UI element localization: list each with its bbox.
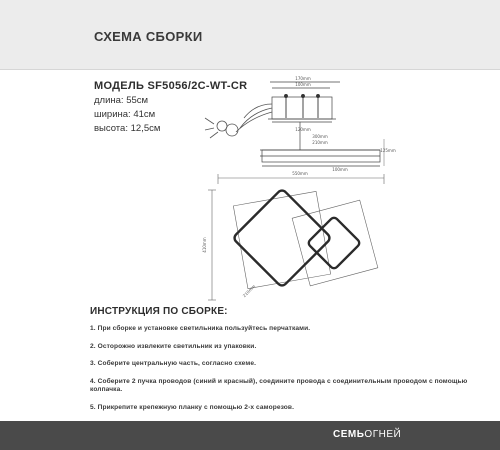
spec-height: высота: 12,5см (94, 123, 161, 134)
instruction-step: 1. При сборке и установке светильника пользуйтесь перчатками. (90, 325, 311, 332)
page-title: СХЕМА СБОРКИ (94, 29, 203, 44)
side-view (260, 82, 380, 166)
brand-logo-bold: СЕМЬ (333, 429, 365, 440)
spec-length: длина: 55см (94, 95, 149, 106)
instruction-step: 2. Осторожно извлеките светильник из упаковки. (90, 342, 257, 350)
instruction-step: 5. Прикрепите крепежную планку с помощью 2-х саморезов. (90, 403, 295, 411)
dim-label: 125mm (380, 148, 396, 153)
spec-width: ширина: 41см (94, 109, 156, 120)
small-frame (307, 216, 361, 270)
instruction-step: 4. Соберите 2 пучка проводов (синий и красный), соедините провода с соединительным проводом с помощью колпачка. (90, 377, 468, 393)
brand-logo-light: ОГНЕЙ (364, 429, 402, 440)
screw-icons (285, 95, 320, 119)
top-view (208, 174, 384, 300)
brand-logo (333, 429, 401, 440)
instructions-block (90, 306, 470, 439)
dim-label: 100mm (332, 167, 348, 172)
wire-bundle-icon (205, 104, 272, 138)
instructions-heading: ИНСТРУКЦИЯ ПО СБОРКЕ: (90, 306, 228, 317)
dim-label: 120mm (295, 127, 311, 132)
dim-label: 170mm (295, 76, 311, 81)
dim-label: 550mm (292, 171, 308, 176)
model-name: МОДЕЛЬ SF5056/2C-WT-CR (94, 80, 248, 92)
dim-label: 210mm (241, 283, 257, 299)
dim-label: 210mm (312, 140, 328, 145)
mount-canopy (272, 97, 332, 119)
dim-label: 300mm (312, 134, 328, 139)
dim-label: 410mm (202, 237, 207, 253)
dim-label: 100mm (295, 82, 311, 87)
footer-band (0, 421, 500, 450)
instruction-step: 3. Соберите центральную часть, согласно схеме. (90, 360, 257, 367)
